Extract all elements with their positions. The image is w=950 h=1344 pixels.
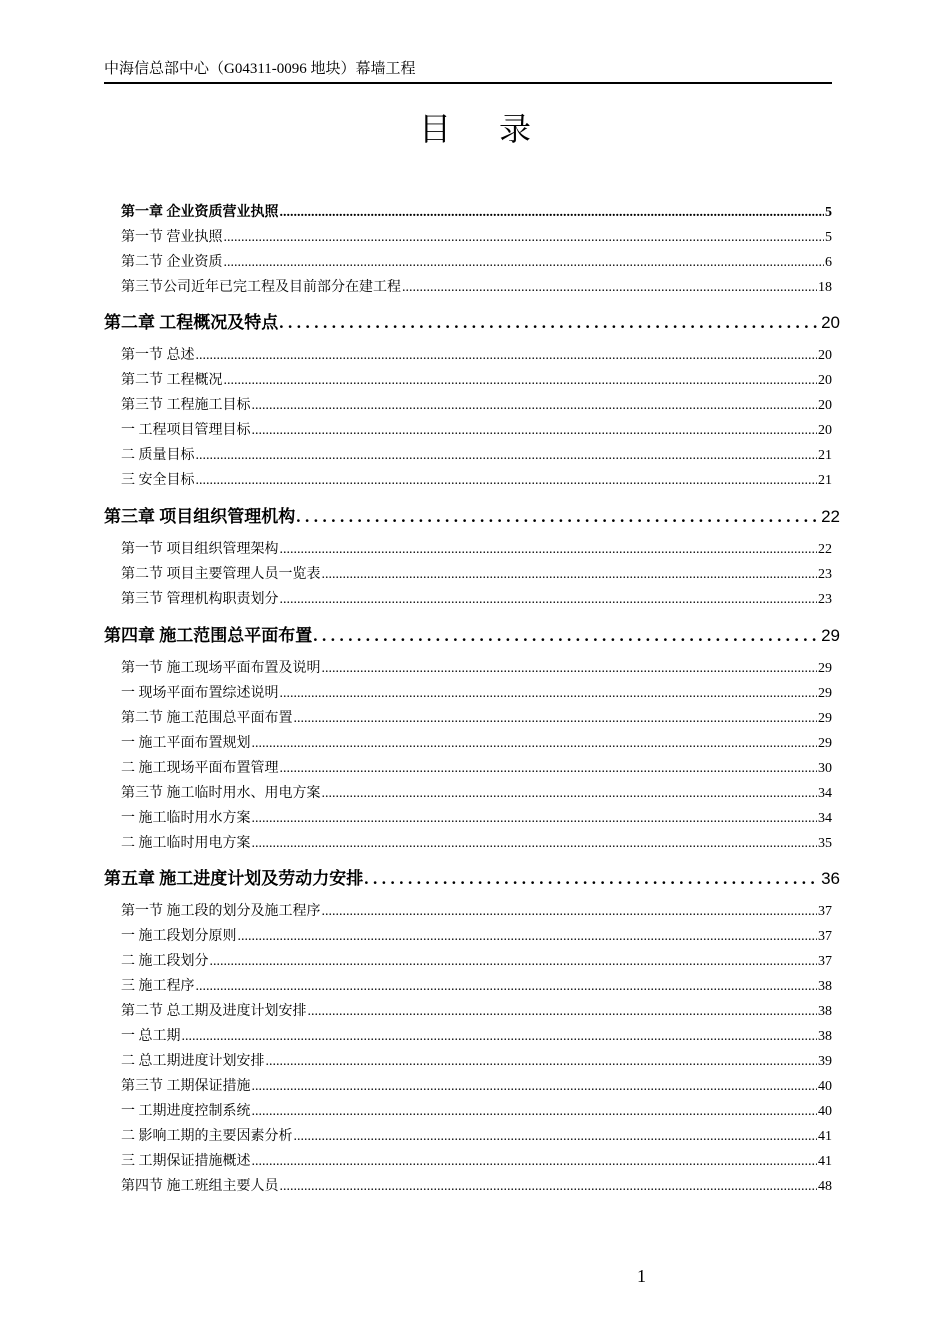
- dot-leader: [196, 471, 818, 491]
- toc-section-entry[interactable]: [121, 396, 832, 416]
- toc-entry-title: 二 施工段划分: [121, 954, 209, 969]
- toc-entry-title: 一 施工平面布置规划: [121, 736, 251, 751]
- dot-leader: [279, 311, 820, 335]
- dot-leader: [322, 902, 818, 922]
- dot-leader: [313, 624, 820, 648]
- toc-entry-title: 第一节 施工现场平面布置及说明: [121, 661, 321, 676]
- dot-leader: [252, 1102, 818, 1122]
- dot-leader: [196, 446, 818, 466]
- running-header: 中海信总部中心（G04311-0096 地块）幕墙工程: [104, 58, 832, 84]
- toc-entry-title: 二 影响工期的主要因素分析: [121, 1129, 293, 1144]
- toc-entry-page: 18: [818, 280, 832, 295]
- toc-section-entry[interactable]: [121, 253, 832, 273]
- dot-leader: [294, 709, 818, 729]
- toc-entry-title: 第一章 企业资质营业执照: [121, 205, 279, 220]
- toc-entry-page: 37: [818, 929, 832, 944]
- toc-entry-title: 第二节 企业资质: [121, 255, 223, 270]
- toc-entry-title: 二 施工临时用电方案: [121, 836, 251, 851]
- toc-section-entry[interactable]: [121, 565, 832, 585]
- dot-leader: [210, 952, 818, 972]
- dot-leader: [280, 590, 818, 610]
- page-number: 1: [637, 1266, 646, 1286]
- toc-entry-page: 22: [821, 507, 840, 526]
- toc-entry-page: 37: [818, 904, 832, 919]
- dot-leader: [280, 203, 825, 223]
- toc-entry-page: 6: [825, 255, 832, 270]
- toc-section-entry[interactable]: [121, 540, 832, 560]
- toc-section-entry[interactable]: [121, 590, 832, 610]
- dot-leader: [252, 421, 818, 441]
- toc-section-entry[interactable]: [121, 1127, 832, 1147]
- toc-entry-page: 5: [825, 205, 832, 220]
- toc-entry-title: 第四节 施工班组主要人员: [121, 1179, 279, 1194]
- toc-section-entry[interactable]: [121, 902, 832, 922]
- toc-section-entry[interactable]: [121, 834, 832, 854]
- toc-entry-title: 第一节 总述: [121, 348, 195, 363]
- toc-entry-title: 二 施工现场平面布置管理: [121, 761, 279, 776]
- toc-section-entry[interactable]: [121, 1002, 832, 1022]
- toc-entry-page: 20: [818, 348, 832, 363]
- dot-leader: [280, 759, 818, 779]
- toc-entry-title: 第四章 施工范围总平面布置: [104, 626, 313, 645]
- dot-leader: [322, 784, 818, 804]
- toc-entry-page: 38: [818, 1029, 832, 1044]
- toc-section-entry[interactable]: [121, 1027, 832, 1047]
- toc-entry-title: 第一节 施工段的划分及施工程序: [121, 904, 321, 919]
- toc-entry-title: 第三节 工程施工目标: [121, 398, 251, 413]
- toc-entry-title: 三 工期保证措施概述: [121, 1154, 251, 1169]
- toc-entry-title: 第二节 总工期及进度计划安排: [121, 1004, 307, 1019]
- toc-section-entry[interactable]: [121, 1177, 832, 1197]
- toc-entry-page: 23: [818, 567, 832, 582]
- toc-section-entry[interactable]: [121, 203, 832, 223]
- toc-section-entry[interactable]: [121, 977, 832, 997]
- dot-leader: [182, 1027, 818, 1047]
- dot-leader: [266, 1052, 818, 1072]
- toc-section-entry[interactable]: [121, 1077, 832, 1097]
- toc-entry-title: 第一节 项目组织管理架构: [121, 542, 279, 557]
- dot-leader: [322, 659, 818, 679]
- dot-leader: [252, 1077, 818, 1097]
- toc-entry-page: 21: [818, 473, 832, 488]
- toc-entry-page: 40: [818, 1104, 832, 1119]
- dot-leader: [308, 1002, 818, 1022]
- dot-leader: [252, 734, 818, 754]
- toc-entry-title: 一 总工期: [121, 1029, 181, 1044]
- toc-entry-title: 第二节 工程概况: [121, 373, 223, 388]
- dot-leader: [322, 565, 818, 585]
- toc-section-entry[interactable]: [121, 709, 832, 729]
- dot-leader: [252, 1152, 818, 1172]
- dot-leader: [196, 346, 818, 366]
- toc-entry-title: 一 现场平面布置综述说明: [121, 686, 279, 701]
- toc-entry-page: 37: [818, 954, 832, 969]
- toc-entry-title: 一 施工临时用水方案: [121, 811, 251, 826]
- toc-entry-title: 第二节 项目主要管理人员一览表: [121, 567, 321, 582]
- toc-entry-title: 二 总工期进度计划安排: [121, 1054, 265, 1069]
- toc-entry-title: 三 安全目标: [121, 473, 195, 488]
- toc-chapter-entry[interactable]: [104, 624, 840, 648]
- toc-entry-page: 34: [818, 786, 832, 801]
- toc-entry-page: 29: [818, 711, 832, 726]
- toc-entry-title: 第三节 工期保证措施: [121, 1079, 251, 1094]
- page-title: 目录: [418, 110, 579, 148]
- toc-chapter-entry[interactable]: [104, 867, 840, 891]
- toc-entry-title: 第二章 工程概况及特点: [104, 313, 279, 332]
- toc-section-entry[interactable]: [121, 684, 832, 704]
- toc-entry-page: 29: [821, 626, 840, 645]
- toc-section-entry[interactable]: [121, 734, 832, 754]
- dot-leader: [280, 684, 818, 704]
- dot-leader: [252, 809, 818, 829]
- toc-entry-page: 38: [818, 1004, 832, 1019]
- toc-section-entry[interactable]: [121, 371, 832, 391]
- toc-chapter-entry[interactable]: [104, 505, 840, 529]
- toc-section-entry[interactable]: [121, 421, 832, 441]
- toc-entry-title: 第三节 管理机构职责划分: [121, 592, 279, 607]
- toc-entry-page: 29: [818, 686, 832, 701]
- toc-entry-title: 三 施工程序: [121, 979, 195, 994]
- dot-leader: [364, 867, 820, 891]
- toc-entry-page: 38: [818, 979, 832, 994]
- toc-entry-page: 20: [818, 373, 832, 388]
- toc-entry-page: 34: [818, 811, 832, 826]
- toc-section-entry[interactable]: [121, 1152, 832, 1172]
- toc-section-entry[interactable]: [121, 278, 832, 298]
- toc-entry-title: 第三节公司近年已完工程及目前部分在建工程: [121, 280, 401, 295]
- toc-section-entry[interactable]: [121, 952, 832, 972]
- toc-section-entry[interactable]: [121, 809, 832, 829]
- toc-entry-page: 20: [818, 423, 832, 438]
- toc-entry-title: 二 质量目标: [121, 448, 195, 463]
- toc-entry-title: 第一节 营业执照: [121, 230, 223, 245]
- toc-chapter-entry[interactable]: [104, 311, 840, 335]
- toc-section-entry[interactable]: [121, 228, 832, 248]
- dot-leader: [252, 396, 818, 416]
- dot-leader: [224, 371, 818, 391]
- toc-entry-page: 21: [818, 448, 832, 463]
- toc-section-entry[interactable]: [121, 346, 832, 366]
- toc-entry-page: 36: [821, 869, 840, 888]
- toc-section-entry[interactable]: [121, 1102, 832, 1122]
- toc-entry-page: 5: [825, 230, 832, 245]
- dot-leader: [224, 253, 825, 273]
- toc-entry-title: 一 施工段划分原则: [121, 929, 237, 944]
- toc-section-entry[interactable]: [121, 927, 832, 947]
- toc-entry-page: 30: [818, 761, 832, 776]
- toc-section-entry[interactable]: [121, 471, 832, 491]
- toc-section-entry[interactable]: [121, 759, 832, 779]
- dot-leader: [294, 1127, 818, 1147]
- dot-leader: [224, 228, 825, 248]
- toc-entry-page: 35: [818, 836, 832, 851]
- toc-entry-title: 第五章 施工进度计划及劳动力安排: [104, 869, 364, 888]
- toc-entry-page: 20: [821, 313, 840, 332]
- toc-section-entry[interactable]: [121, 784, 832, 804]
- dot-leader: [280, 540, 818, 560]
- toc-entry-page: 23: [818, 592, 832, 607]
- dot-leader: [280, 1177, 818, 1197]
- toc-entry-title: 第二节 施工范围总平面布置: [121, 711, 293, 726]
- toc-entry-title: 第三节 施工临时用水、用电方案: [121, 786, 321, 801]
- toc-section-entry[interactable]: [121, 446, 832, 466]
- toc-entry-page: 40: [818, 1079, 832, 1094]
- toc-section-entry[interactable]: [121, 1052, 832, 1072]
- toc-entry-title: 第三章 项目组织管理机构: [104, 507, 296, 526]
- toc-entry-page: 29: [818, 661, 832, 676]
- toc-entry-title: 一 工期进度控制系统: [121, 1104, 251, 1119]
- toc-entry-page: 48: [818, 1179, 832, 1194]
- dot-leader: [296, 505, 820, 529]
- toc-section-entry[interactable]: [121, 659, 832, 679]
- toc-entry-title: 一 工程项目管理目标: [121, 423, 251, 438]
- dot-leader: [238, 927, 818, 947]
- dot-leader: [402, 278, 817, 298]
- toc-entry-page: 41: [818, 1154, 832, 1169]
- toc-entry-page: 29: [818, 736, 832, 751]
- toc-entry-page: 22: [818, 542, 832, 557]
- toc-entry-page: 20: [818, 398, 832, 413]
- dot-leader: [252, 834, 818, 854]
- toc-entry-page: 41: [818, 1129, 832, 1144]
- toc-entry-page: 39: [818, 1054, 832, 1069]
- dot-leader: [196, 977, 818, 997]
